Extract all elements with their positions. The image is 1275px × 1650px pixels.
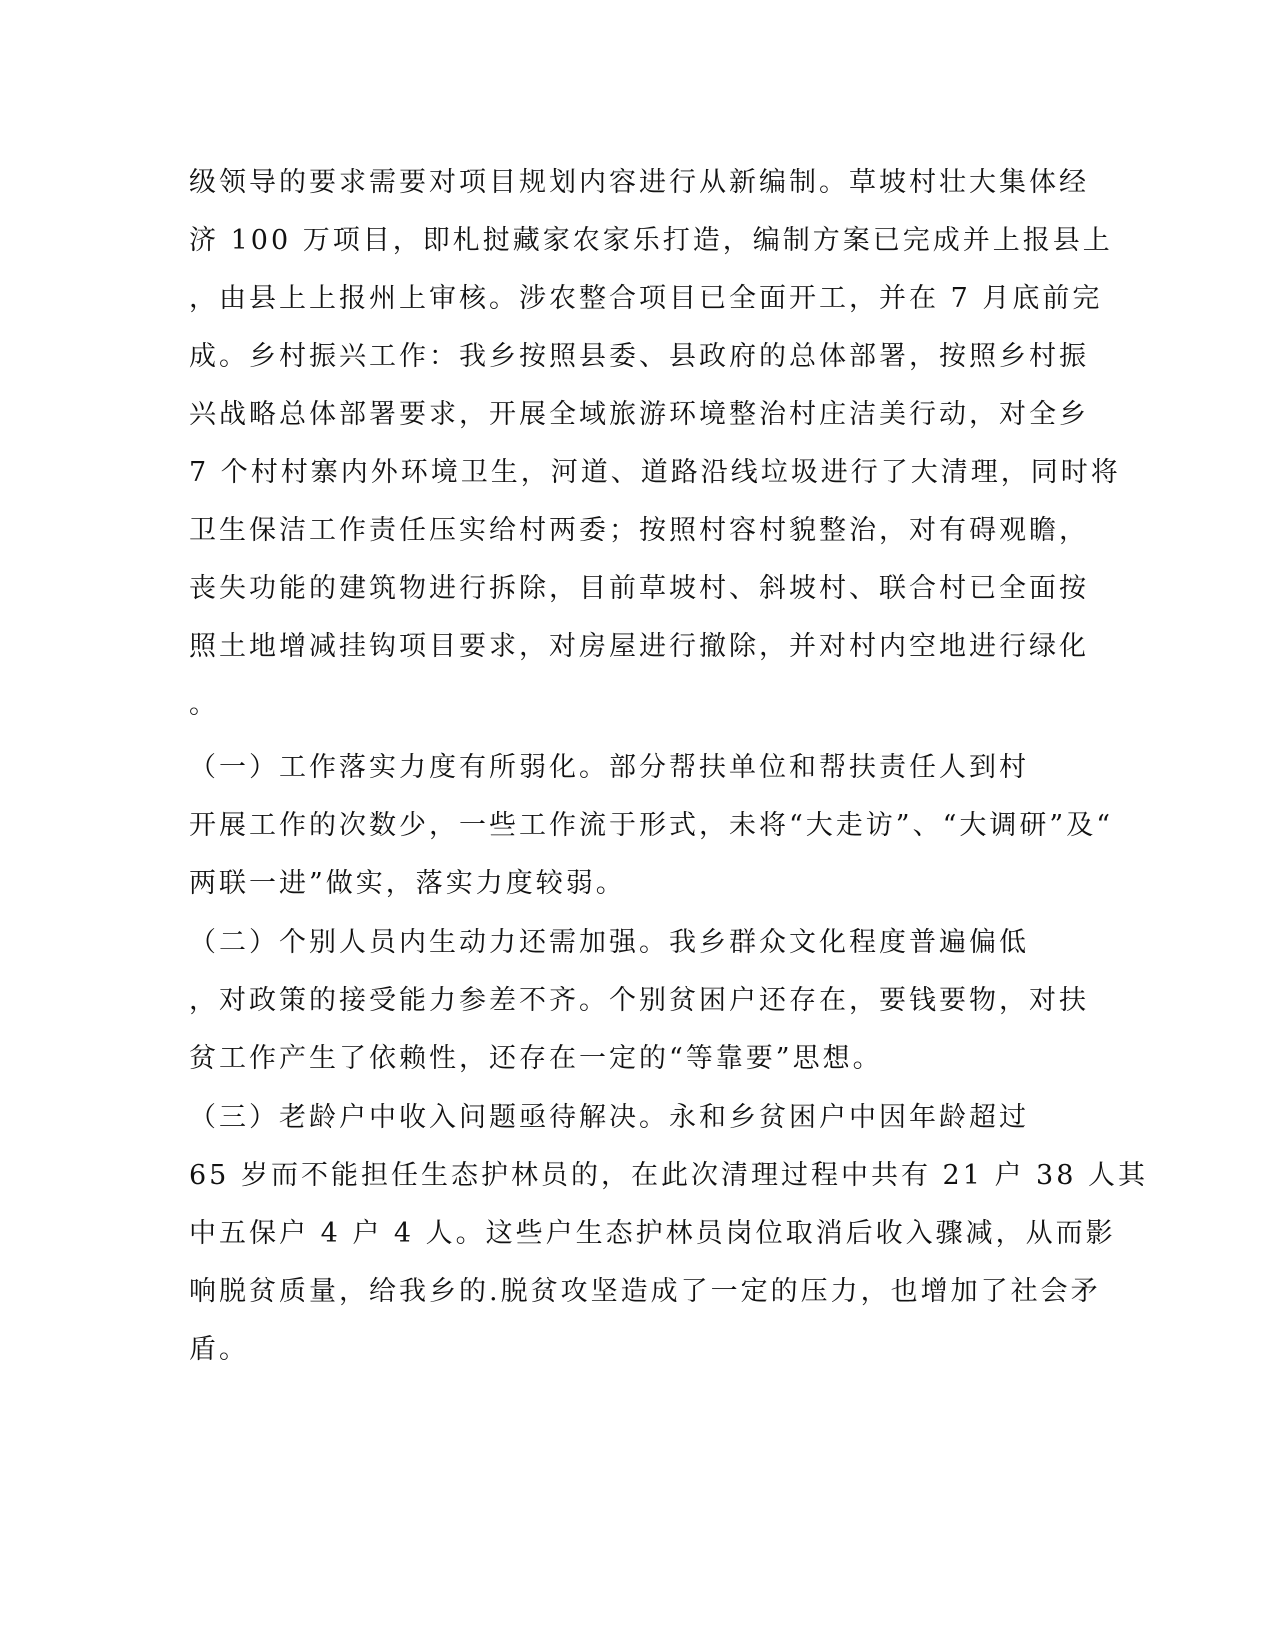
text-line: ，由县上上报州上审核。涉农整合项目已全面开工，并在 7 月底前完: [189, 283, 1103, 314]
text-line: 卫生保洁工作责任压实给村两委；按照村容村貌整治，对有碍观瞻，: [189, 515, 1089, 546]
text-line: 开展工作的次数少，一些工作流于形式，未将“大走访”、“大调研”及“: [189, 810, 1114, 841]
text-line: 成。乡村振兴工作：我乡按照县委、县政府的总体部署，按照乡村振: [189, 341, 1089, 372]
text-line: 响脱贫质量，给我乡的.脱贫攻坚造成了一定的压力，也增加了社会矛: [189, 1276, 1101, 1307]
text-line: （三）老龄户中收入问题亟待解决。永和乡贫困户中因年龄超过: [189, 1102, 1029, 1133]
text-line: 兴战略总体部署要求，开展全域旅游环境整治村庄洁美行动，对全乡: [189, 399, 1089, 430]
text-line: 济 100 万项目，即札挝藏家农家乐打造，编制方案已完成并上报县上: [189, 225, 1113, 256]
text-line: 两联一进”做实，落实力度较弱。: [189, 868, 626, 899]
text-line: （一）工作落实力度有所弱化。部分帮扶单位和帮扶责任人到村: [189, 752, 1029, 783]
text-line: 。: [189, 689, 219, 720]
text-line: ，对政策的接受能力参差不齐。个别贫困户还存在，要钱要物，对扶: [189, 985, 1089, 1016]
text-line: 照土地增减挂钩项目要求，对房屋进行撤除，并对村内空地进行绿化: [189, 631, 1089, 662]
text-line: 65 岁而不能担任生态护林员的，在此次清理过程中共有 21 户 38 人其: [189, 1160, 1148, 1191]
text-line: 中五保户 4 户 4 人。这些户生态护林员岗位取消后收入骤减，从而影: [189, 1218, 1116, 1249]
text-line: 贫工作产生了依赖性，还存在一定的“等靠要”思想。: [189, 1043, 883, 1074]
text-line: 7 个村村寨内外环境卫生，河道、道路沿线垃圾进行了大清理，同时将: [189, 457, 1121, 488]
text-line: 丧失功能的建筑物进行拆除，目前草坡村、斜坡村、联合村已全面按: [189, 573, 1089, 604]
text-line: （二）个别人员内生动力还需加强。我乡群众文化程度普遍偏低: [189, 927, 1029, 958]
text-line: 级领导的要求需要对项目规划内容进行从新编制。草坡村壮大集体经: [189, 167, 1089, 198]
text-line: 盾。: [189, 1334, 249, 1365]
